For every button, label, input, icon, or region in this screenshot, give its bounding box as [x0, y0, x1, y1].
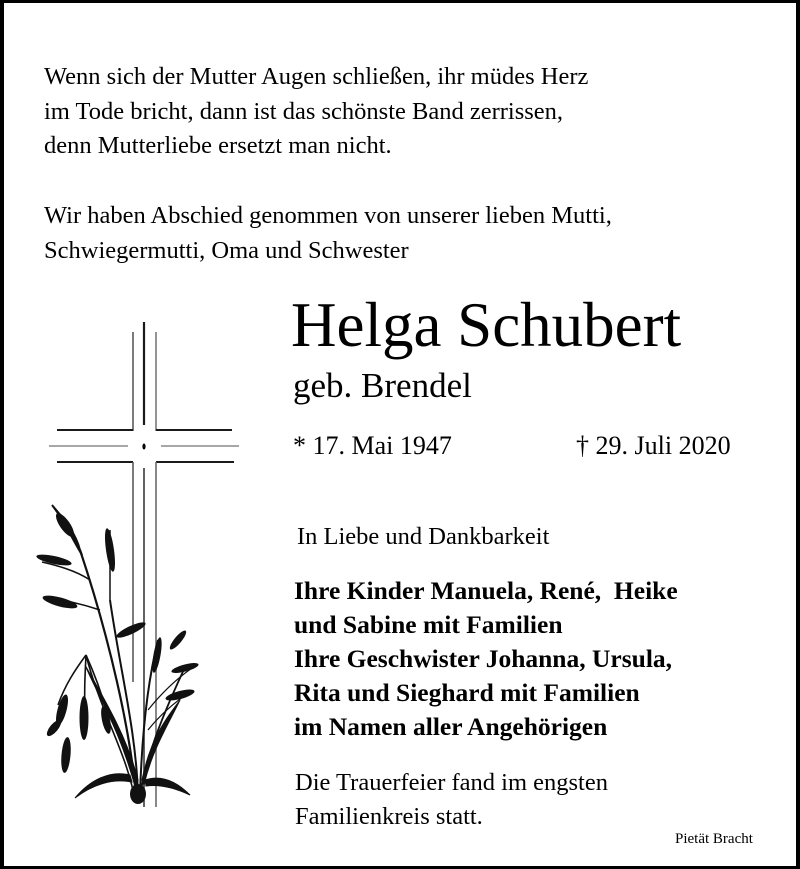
verse-text: [44, 60, 588, 164]
maiden-name: geb. Brendel: [293, 366, 472, 405]
ceremony-note-line: Die Trauerfeier fand im engsten: [295, 769, 608, 796]
death-date: † 29. Juli 2020: [576, 431, 731, 460]
grass-icon: [36, 505, 200, 804]
verse-line: im Tode bricht, dann ist das schönste Band zerrissen,: [44, 97, 564, 125]
deceased-name: Helga Schubert: [291, 290, 682, 360]
ceremony-note-line: Familienkreis statt.: [295, 803, 483, 830]
thanks-line: In Liebe und Dankbarkeit: [297, 523, 550, 550]
mourners-line: Ihre Kinder Manuela, René, Heike: [294, 576, 678, 605]
verse-line: denn Mutterliebe ersetzt man nicht.: [44, 132, 392, 159]
ceremony-note: [295, 766, 608, 834]
mourners-list: [294, 574, 678, 744]
intro-line: Wir haben Abschied genommen von unserer lieben Mutti,: [44, 202, 612, 229]
birth-date: * 17. Mai 1947: [293, 431, 452, 460]
intro-text: [44, 199, 612, 268]
mourners-line: im Namen aller Angehörigen: [294, 712, 608, 741]
funeral-home: Pietät Bracht: [675, 831, 753, 847]
intro-line: Schwiegermutti, Oma und Schwester: [44, 236, 409, 264]
mourners-line: Rita und Sieghard mit Familien: [294, 678, 640, 707]
mourners-line: Ihre Geschwister Johanna, Ursula,: [294, 644, 673, 673]
verse-line: Wenn sich der Mutter Augen schließen, ihr müdes Herz: [44, 63, 589, 90]
cross-and-grass-illustration: [30, 310, 260, 810]
mourners-line: und Sabine mit Familien: [294, 610, 563, 639]
